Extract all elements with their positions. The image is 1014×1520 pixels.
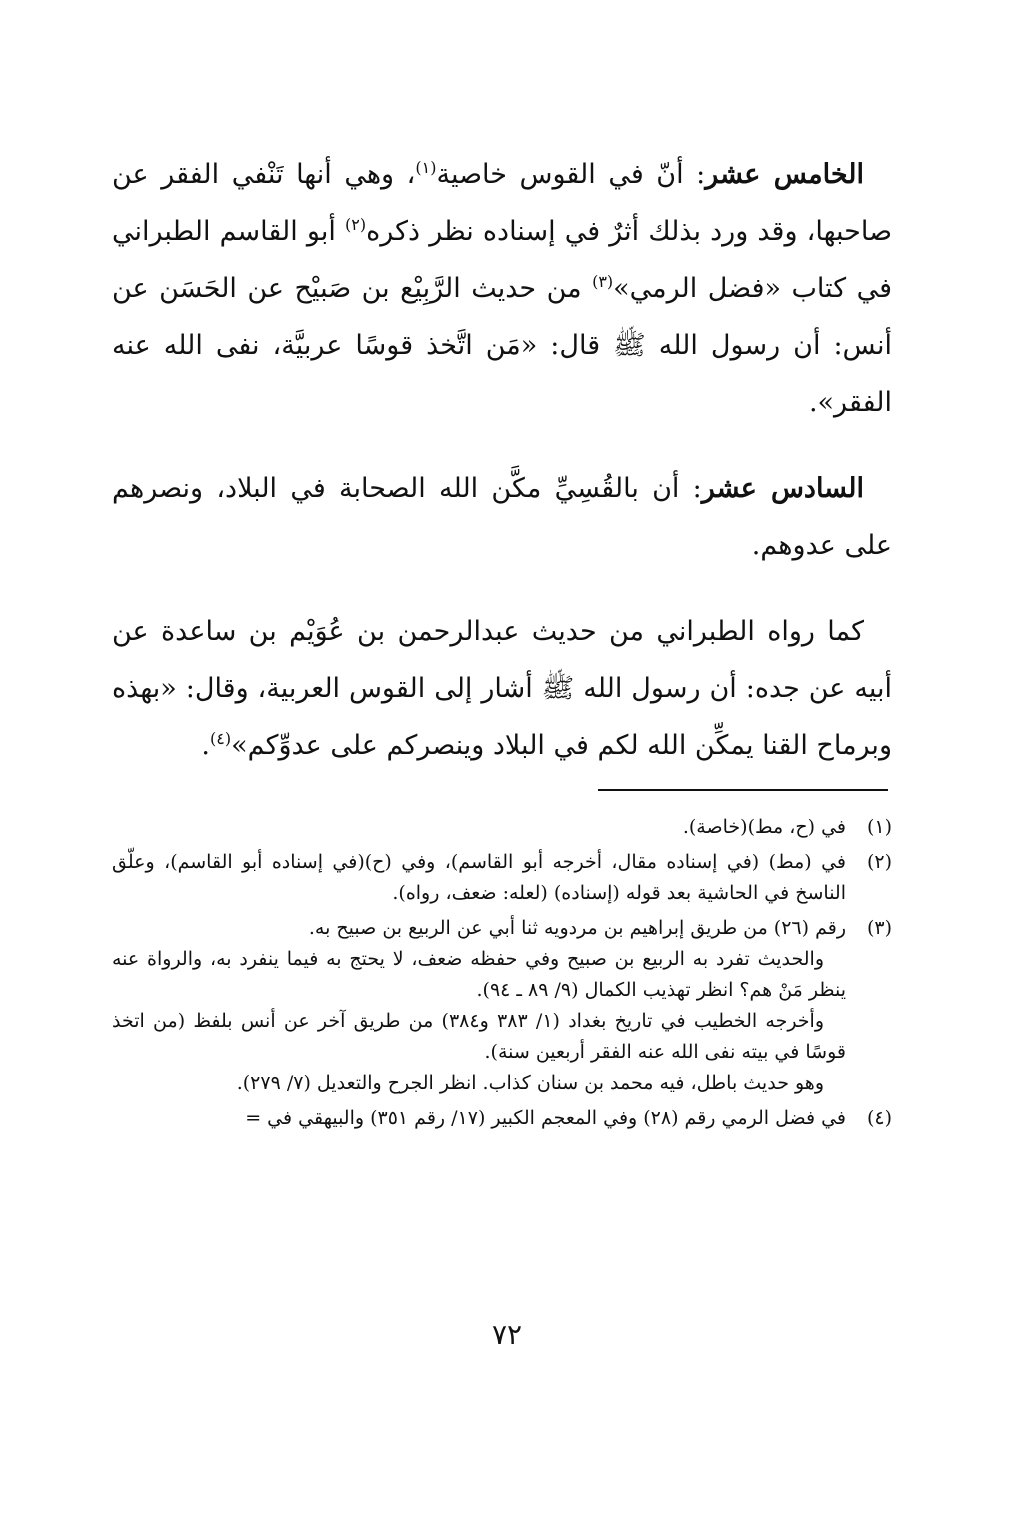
footnote-body bbox=[112, 1103, 846, 1134]
paragraph-text: من حديث الرَّبِيْع بن صَبيْح عن الحَسَن عن أنس: أن رسول الله ﷺ قال: «مَن اتَّخذ قوسًا عربيَّة، نفى الله عنه الفقر». bbox=[112, 273, 892, 418]
page-number: ٧٢ bbox=[491, 1318, 523, 1351]
paragraph-text: : أنّ في القوس خاصية bbox=[436, 159, 706, 190]
footnote-item bbox=[112, 847, 892, 909]
footnote-line: في (ح، مط)(خاصة). bbox=[682, 816, 846, 838]
footnote-body bbox=[112, 847, 846, 909]
footnote-item bbox=[112, 913, 892, 1099]
footnotes bbox=[112, 812, 892, 1138]
paragraph-fifteenth bbox=[112, 146, 892, 431]
footnote-line: رقم (٢٦) من طريق إبراهيم بن مردويه ثنا أبي عن الربيع بن صبيح به. bbox=[308, 917, 846, 939]
footnote-ref[interactable]: (٣) bbox=[592, 272, 614, 291]
paragraph-sixteenth bbox=[112, 460, 892, 574]
footnote-line: وأخرجه الخطيب في تاريخ بغداد (١/ ٣٨٣ و٣٨٤) من طريق آخر عن أنس بلفظ (من اتخذ قوسًا في بيته نفى الله عنه الفقر أربعين سنة). bbox=[112, 1010, 846, 1063]
paragraph-text: : أن بالقُسِيِّ مكَّن الله الصحابة في البلاد، ونصرهم على عدوهم. bbox=[112, 473, 892, 561]
paragraph-hadith bbox=[112, 603, 892, 774]
footnote-line: في (مط) (في إسناده مقال، أخرجه أبو القاسم)، وفي (ح)(في إسناده أبو القاسم)، وعلّق الناسخ في الحاشية بعد قوله (إسناده) (لعله: ضعف، رواه). bbox=[112, 851, 846, 904]
paragraph-text: كما رواه الطبراني من حديث عبدالرحمن بن عُوَيْم بن ساعدة عن أبيه عن جده: أن رسول الله ﷺ أشار إلى القوس العربية، وقال: «بهذه وبرماح القنا يمكِّن الله لكم في البلاد وينصركم على عدوِّكم» bbox=[112, 616, 892, 761]
footnote-ref[interactable]: (١) bbox=[415, 158, 437, 177]
paragraph-heading: السادس عشر bbox=[701, 473, 864, 504]
footnote-number: (٣) bbox=[866, 917, 892, 939]
footnote-item bbox=[112, 812, 892, 843]
footnote-number: (٤) bbox=[866, 1107, 892, 1129]
footnote-ref[interactable]: (٤) bbox=[210, 729, 232, 748]
footnote-line: وهو حديث باطل، فيه محمد بن سنان كذاب. انظر الجرح والتعديل (٧/ ٢٧٩). bbox=[236, 1072, 824, 1094]
footnote-body bbox=[112, 913, 846, 1099]
paragraph-heading: الخامس عشر bbox=[705, 159, 864, 190]
paragraph-text: أبو القاسم الطبراني في كتاب «فضل الرمي» bbox=[112, 216, 892, 304]
footnote-line: والحديث تفرد به الربيع بن صبيح وفي حفظه ضعف، لا يحتج به فيما ينفرد به، والرواة عنه ينظر مَنْ هم؟ انظر تهذيب الكمال (٩/ ٨٩ ـ ٩٤). bbox=[112, 948, 846, 1001]
footnote-item bbox=[112, 1103, 892, 1134]
footnote-number: (٢) bbox=[866, 851, 892, 873]
footnote-number: (١) bbox=[866, 816, 892, 838]
footnote-body bbox=[112, 812, 846, 843]
footnote-ref[interactable]: (٢) bbox=[345, 215, 367, 234]
footnote-line: في فضل الرمي رقم (٢٨) وفي المعجم الكبير (١٧/ رقم ٣٥١) والبيهقي في = bbox=[245, 1107, 846, 1129]
footnote-separator bbox=[598, 789, 888, 791]
paragraph-text: . bbox=[201, 730, 211, 761]
paragraph-text: ، وهي أنها تَنْفي الفقر عن صاحبها، وقد ورد بذلك أثرٌ في إسناده نظر ذكره bbox=[112, 159, 893, 247]
